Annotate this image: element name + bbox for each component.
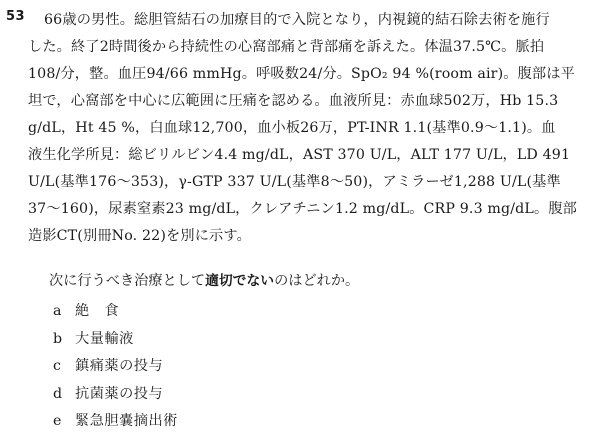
prompt-prefix: 次に行うべき治療として (49, 273, 206, 289)
choice-text: 絶 食 (75, 303, 120, 319)
prompt-suffix: のはどれか。 (274, 273, 360, 289)
stem-line: 108/分，整。血圧94/66 mmHg。呼吸数24/分。SpO₂ 94 %(room air)。腹部は平 (28, 66, 575, 82)
choice-text: 緊急胆嚢摘出術 (75, 413, 178, 429)
question-number: 53 (6, 9, 26, 24)
stem-line: 液生化学所見：総ビリルビン4.4 mg/dL，AST 370 U/L，ALT 177 U/L，LD 491 (28, 147, 571, 163)
answer-choices (53, 298, 178, 436)
stem-line: U/L(基準176～353)，γ-GTP 337 U/L(基準8～50)，アミラーゼ1,288 U/L(基準 (28, 174, 561, 190)
choice-d[interactable] (53, 381, 178, 409)
stem-line: 37～160)，尿素窒素23 mg/dL，クレアチニン1.2 mg/dL。CRP 9.3 mg/dL。腹部 (28, 201, 577, 217)
question-prompt (49, 268, 359, 295)
stem-line: 造影CT(別冊No. 22)を別に示す。 (28, 228, 251, 244)
choice-letter: d (53, 385, 63, 402)
choice-c[interactable] (53, 353, 178, 381)
choice-e[interactable] (53, 408, 178, 436)
stem-line: 66歳の男性。総胆管結石の加療目的で入院となり，内視鏡的結石除去術を施行 (44, 12, 550, 28)
choice-letter: a (53, 303, 62, 319)
choice-a[interactable] (53, 298, 178, 326)
choice-letter: b (53, 330, 63, 347)
choice-letter: e (53, 413, 62, 429)
stem-line: 坦で，心窩部を中心に広範囲に圧痛を認める。血液所見：赤血球502万，Hb 15.3 (28, 93, 559, 109)
choice-text: 大量輸液 (75, 330, 134, 347)
stem-line: した。終了2時間後から持続性の心窩部痛と背部痛を訴えた。体温37.5℃。脈拍 (28, 39, 545, 55)
question-stem (28, 7, 584, 250)
choice-b[interactable] (53, 326, 178, 354)
choice-text: 鎮痛薬の投与 (75, 358, 164, 374)
stem-line: g/dL，Ht 45 %，白血球12,700，血小板26万，PT-INR 1.1(基準0.9～1.1)。血 (28, 120, 556, 136)
choice-letter: c (53, 358, 61, 374)
prompt-emphasis: 適切でない (205, 273, 275, 289)
choice-text: 抗菌薬の投与 (75, 385, 164, 402)
